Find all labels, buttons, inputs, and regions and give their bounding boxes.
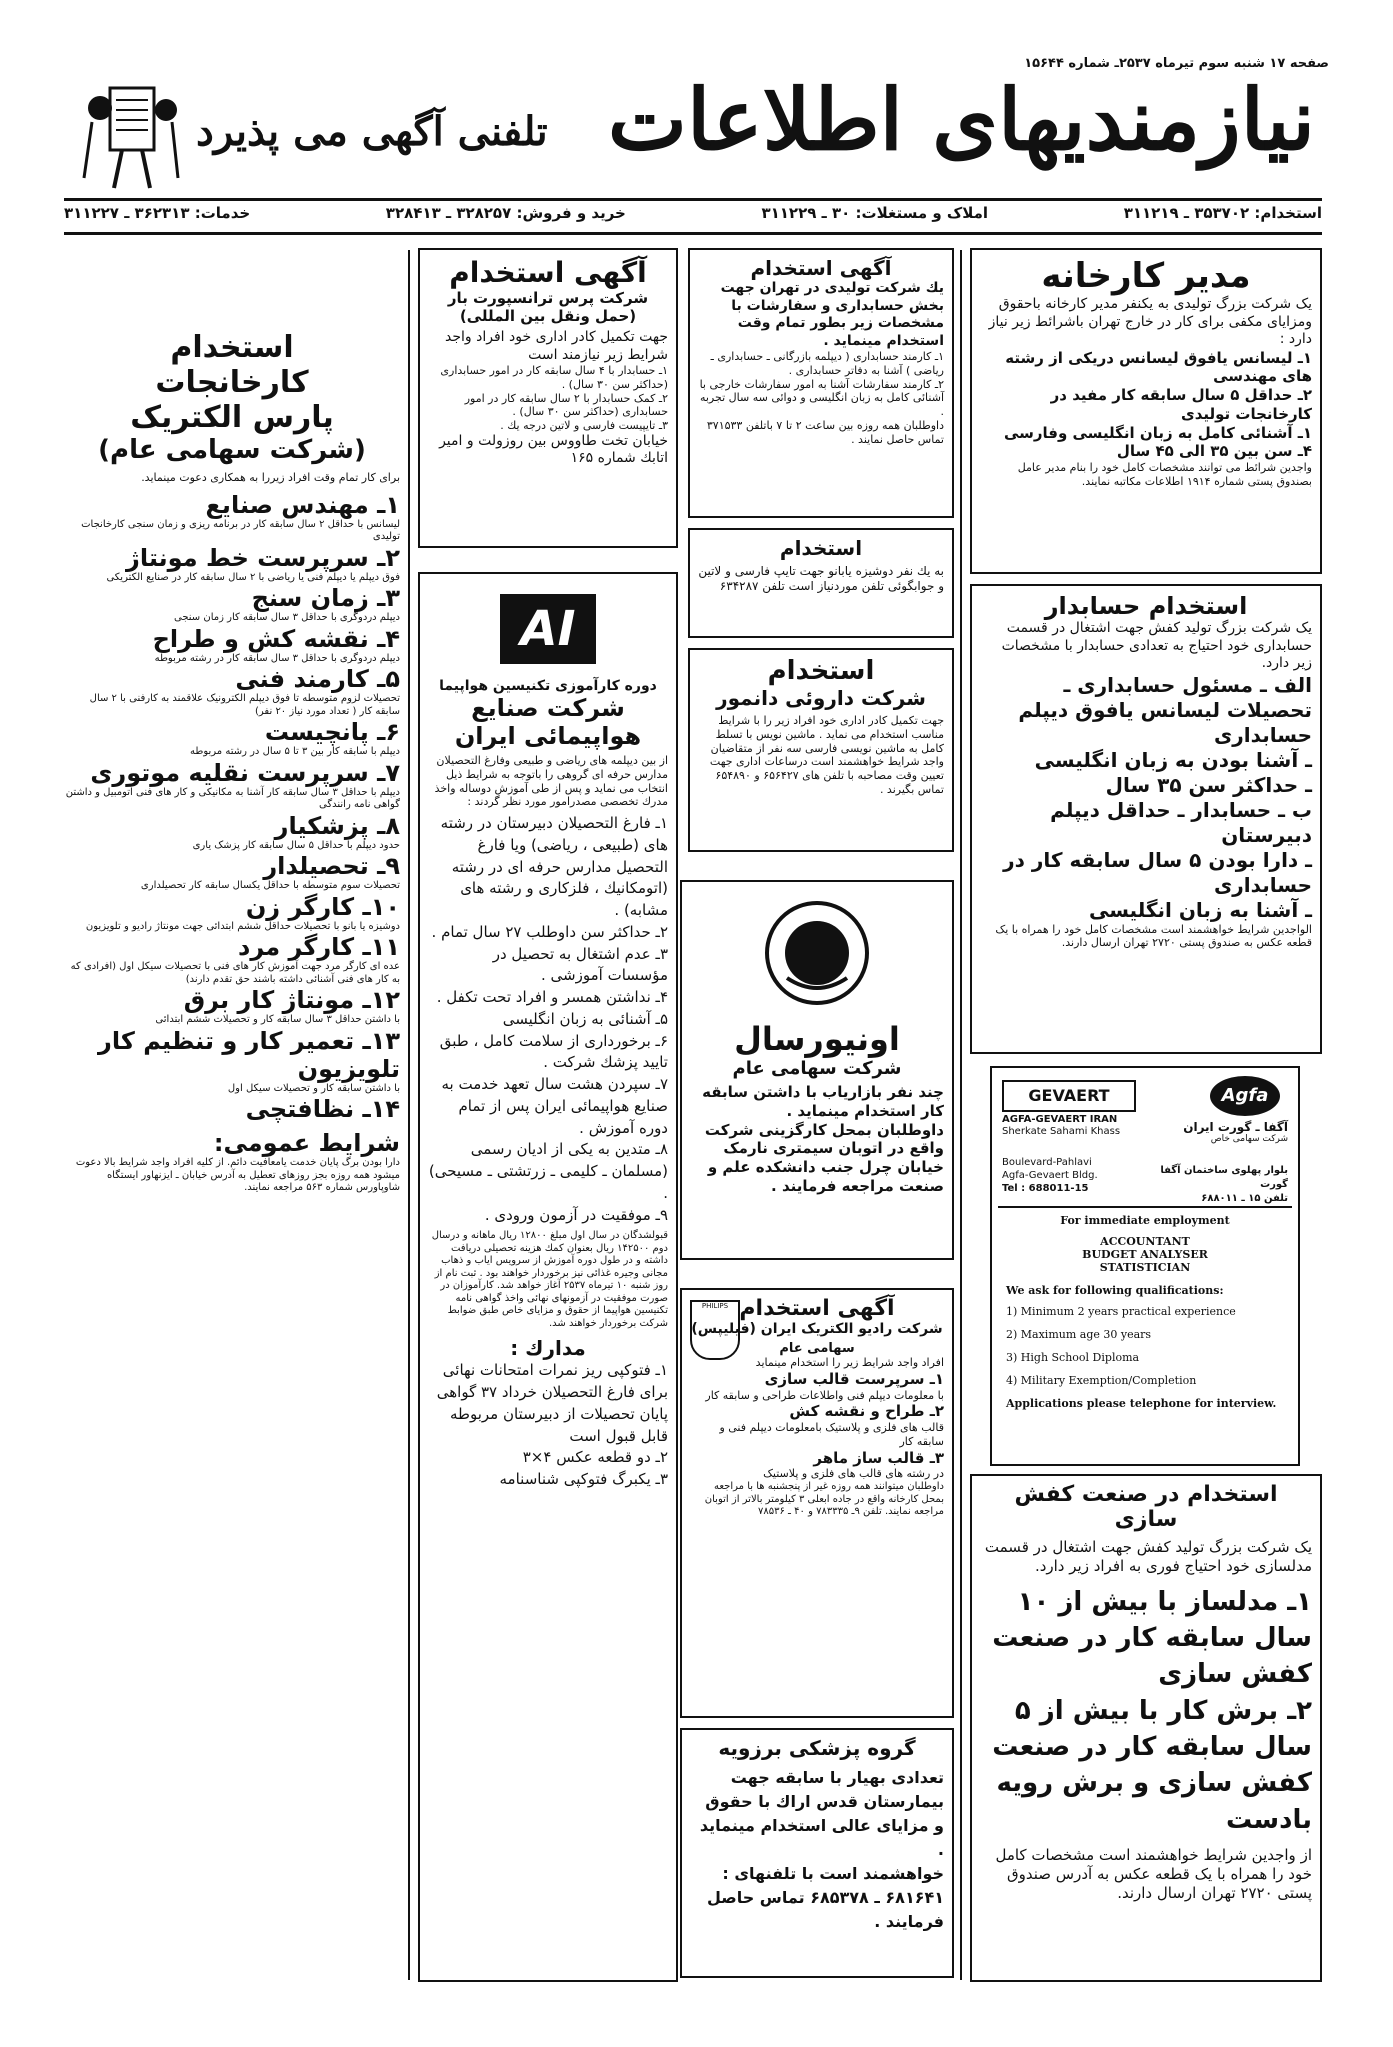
ad-text: ۶ـ برخورداری از سلامت کامل ، طبق تایید پزشك شرکت . <box>439 1031 668 1072</box>
address-fa: بلوار پهلوی ساختمان آگفا گورت <box>1160 1165 1288 1190</box>
immediate-text: For immediate employment <box>1060 1214 1230 1227</box>
univers-logo <box>762 898 872 1008</box>
ad-text: ۳ـ تایپیست فارسی و لاتین درجه یك . <box>500 419 668 432</box>
ad-text: یک شرکت بزرگ تولید کفش جهت اشتغال در قسمت مدلسازی خود احتیاج فوری به افراد زیر دارد. <box>984 1538 1312 1575</box>
ad-text: ـ حداکثر سن ۳۵ سال <box>1105 772 1312 797</box>
ad-text: از واجدین شرایط خواهشمند است مشخصات کامل خود را همراه با یک قطعه عکس به آدرس صندوق پستی ۲۷۲۰ تهران ارسال دارند. <box>995 1846 1312 1902</box>
phone-realestate: املاک و مستغلات: ۳۰ ـ ۳۱۱۲۲۹ <box>761 204 989 222</box>
ad-text: ۲ـ کمک حسابدار با ۲ سال سابقه کار در امور حسابداری (حداکثر سن ۳۰ سال) . <box>464 391 668 419</box>
company-name: شرکت رادیو الکتریک ایران (فیلیپس) <box>691 1321 943 1337</box>
ad-text: ۱ـ سرپرست قالب سازی <box>764 1369 944 1388</box>
ad-text: خیابان تخت طاووس بین روزولت و امیر اتابك شماره ۱۶۵ <box>439 432 668 467</box>
ad-text: واجدین شرائط می توانند مشخصات کامل خود را بنام مدیر عامل بصندوق پستی شماره ۱۹۱۴ اطلاعات مکاتبه نمایند. <box>1017 461 1312 488</box>
company-name: شرکت پرس ترانسپورت بار (حمل ونقل بین المللی) <box>447 289 649 325</box>
ad-text: ۲ـ حداقل ۵ سال سابقه کار مفید در کارخانجات تولیدی <box>1050 386 1312 423</box>
tagline: تلفنی آگهی می پذیرد <box>196 108 548 155</box>
job-item: ۱۰ـ کارگر زن دوشیزه یا بانو با تحصیلات حداقل ششم ابتدائی جهت مونتاژ رادیو و تلویزیون <box>85 892 400 932</box>
ad-aircraft <box>418 572 678 1982</box>
ad-typist <box>688 528 954 638</box>
job-item: ۶ـ پانچیست دیپلم با سابقه کار بین ۳ تا ۵ سال در رشته مربوطه <box>190 718 400 758</box>
ad-pars-electric <box>64 330 400 1980</box>
agfa-logo: Agfa <box>1210 1076 1280 1116</box>
address-en: Boulevard-Pahlavi <box>1002 1157 1092 1168</box>
ad-text: ۵ـ آشنائی به زبان انگلیسی <box>502 1009 668 1028</box>
phone-services: خدمات: ۳۶۲۳۱۳ ـ ۳۱۱۲۲۷ <box>64 204 251 222</box>
company-name: شرکت داروئی دانمور <box>716 686 926 710</box>
gevaert-logo: GEVAERT <box>1002 1080 1136 1112</box>
position-2: BUDGET ANALYSER <box>1082 1248 1208 1261</box>
company-fa-sub: شرکت سهامی خاص <box>1210 1134 1288 1144</box>
ad-text: ۷ـ سپردن هشت سال تعهد خدمت به صنایع هواپیمائی ایران پس از تمام دوره آموزش . <box>441 1075 668 1137</box>
company-name: پارس الکتریک <box>130 400 334 435</box>
ad-text: داوطلبان بمحل کارگزینی شرکت واقع در اتوبان سیمتری نارمک خیابان چرل جنب دانشکده علم و صنعت مراجعه فرمایند . <box>704 1120 944 1195</box>
ad-title: گروه پزشکی برزویه <box>718 1736 916 1760</box>
ad-text: ۱ـ فتوکپی ریز نمرات امتحانات نهائی برای فارغ التحصیلان خرداد ۳۷ گواهی پایان تحصیلات از دبیرستان مربوطه قابل قبول است <box>436 1361 668 1445</box>
ad-text: ۲ـ کارمند سفارشات آشنا به امور سفارشات خارجی با آشنائی کامل به زبان انگلیسی و دوائی سه سال تجربه . <box>699 377 944 418</box>
ad-text: جهت تکمیل کادر اداری خود افراد زیر را با شرایط مناسب استخدام می نماید . ماشین نویس با تسلط کامل به ماشین نویسی فارسی سه نفر از متقاضیان واجد شرایط خواهشمند است درساعات اداری جهت تعیین وقت مصاحبه با تلفن های ۶۵۶۴۲۷ و ۶۵۴۸۹۰ تماس بگیرند . <box>709 714 944 796</box>
company-name: شرکت صنایع هواپیمائی ایران <box>454 694 642 750</box>
tel-fa: تلفن ۱۵ ـ ۶۸۸۰۱۱ <box>1201 1193 1288 1204</box>
ad-text: ۳ـ قالب ساز ماهر <box>813 1448 944 1467</box>
ad-text: ۲ـ حداکثر سن داوطلب ۲۷ سال تمام . <box>431 922 668 941</box>
docs-title: مدارك : <box>510 1336 586 1361</box>
ad-shoe-molding <box>970 1474 1322 1982</box>
job-item: ۳ـ زمان سنج دیپلم دردوگری با حداقل ۳ سال سابقه کار زمان سنجی <box>174 584 400 624</box>
qualifications-heading: We ask for following qualifications: <box>1006 1284 1224 1297</box>
ad-text: ۱ـ آشنائی کامل به زبان انگلیسی وفارسی <box>1003 423 1312 442</box>
position-3: STATISTICIAN <box>1099 1261 1191 1274</box>
ad-text: ۲ـ دو قطعه عکس ۴×۳ <box>522 1448 668 1467</box>
ad-text: ۴ـ سن بین ۳۵ الی ۴۵ سال <box>1116 442 1312 461</box>
ad-text: ـ آشنا بودن به زبان انگلیسی <box>1034 747 1312 772</box>
ad-transport <box>418 248 678 548</box>
ad-factory-manager <box>970 248 1322 574</box>
job-item: ۱۲ـ مونتاژ کار برق با داشتن حداقل ۳ سال سابقه کار و تحصیلات ششم ابتدائی <box>155 986 400 1026</box>
company-en: AGFA-GEVAERT IRAN <box>1002 1114 1118 1125</box>
ad-title: آگهی استخدام <box>750 256 892 280</box>
ad-text: قالب های فلزی و پلاستیک بامعلومات دیپلم فنی و سابقه کار <box>719 1421 944 1448</box>
ad-text: داوطلبان همه روزه بین ساعت ۲ تا ۷ باتلفن ۳۷۱۵۳۳ تماس حاصل نمایند . <box>706 418 944 446</box>
apply-text: Applications please telephone for interview. <box>1006 1397 1277 1410</box>
ad-text: افراد واجد شرایط زیر را استخدام مینماید <box>755 1356 944 1369</box>
ad-text: ۲ـ برش کار با بیش از ۵ سال سابقه کار در صنعت کفش سازی و برش رویه بادست <box>992 1695 1312 1835</box>
phone-employment: استخدام: ۳۵۳۷۰۲ ـ ۳۱۱۲۱۹ <box>1123 204 1322 222</box>
ad-text: جهت تکمیل کادر اداری خود افراد واجد شرایط زیر نیازمند است <box>445 329 668 363</box>
ad-text: یک شرکت بزرگ تولید کفش جهت اشتغال در قسمت حسابداری خود احتیاج به تعدادی حسابدار با مشخصات زیر دارد. <box>1001 620 1312 671</box>
philips-logo: PHILIPS <box>690 1300 740 1360</box>
ad-univers <box>680 880 954 1260</box>
ad-title: اونیورسال <box>734 1020 900 1058</box>
page-info: صفحه ۱۷ شنبه سوم تیرماه ۲۵۳۷ـ شماره ۱۵۶۴۴ <box>1024 56 1329 71</box>
qualification-4: 4) Military Exemption/Completion <box>1006 1374 1197 1387</box>
ad-title: استخدام <box>767 656 875 686</box>
job-item: ۱۱ـ کارگر مرد عده ای کارگر مرد جهت آموزش کار های فنی با تحصیلات سیکل اول (افرادی که به کار های فنی آشنائی داشته باشند حق تقدم دارند) <box>70 933 400 985</box>
ad-text: ۱ـ مدلساز با بیش از ۱۰ سال سابقه کار در صنعت کفش سازی <box>992 1586 1312 1690</box>
ad-text: ۹ـ موفقیت در آزمون ورودی . <box>484 1205 668 1224</box>
job-item: ۸ـ پزشکیار حدود دیپلم با حداقل ۵ سال سابقه کار پزشک یاری <box>192 811 400 851</box>
ad-text: چند نفر بازاریاب با داشتن سابقه کار استخدام مینماید . <box>702 1083 944 1120</box>
ad-title: آگهی استخدام <box>739 1296 895 1321</box>
ad-text: به یك نفر دوشیزه یابانو جهت تایپ فارسی و لاتین و جوابگوئی تلفن موردنیاز است تلفن ۶۳۴۲۸۷ <box>698 564 944 593</box>
general-title: شرایط عمومی: <box>213 1129 400 1158</box>
ad-text: یك شرکت تولیدی در تهران جهت بخش حسابداری و سفارشات با مشخصات زیر بطور تمام وقت استخدام مینماید . <box>720 280 944 349</box>
phone-trade: خرید و فروش: ۳۲۸۲۵۷ ـ ۳۲۸۴۱۳ <box>385 204 626 222</box>
newspaper-mascot <box>70 78 190 196</box>
qualification-3: 3) High School Diploma <box>1006 1351 1140 1364</box>
ad-text: ۴ـ نداشتن همسر و افراد تحت تکفل . <box>436 988 668 1006</box>
company-name: شرکت سهامی عام <box>732 1058 902 1079</box>
qualification-1: 1) Minimum 2 years practical experience <box>1006 1305 1236 1318</box>
ad-title: استخدام حسابدار <box>1044 592 1248 620</box>
ad-text: خواهشمند است با تلفنهای : ۶۸۱۶۴۱ ـ ۶۸۵۳۷۸ تماس حاصل فرمایند . <box>706 1864 944 1931</box>
building-en: Agfa-Gevaert Bldg. <box>1002 1170 1098 1181</box>
ad-text: ۳ـ عدم اشتغال به تحصیل در مؤسسات آموزشی . <box>492 944 668 985</box>
job-item: ۱۴ـ نظافتچی <box>245 1095 400 1124</box>
ad-production-co <box>688 248 954 518</box>
job-item: ۱۳ـ تعمیر کار و تنظیم کار تلویزیون با داشتن سابقه کار و تحصیلات سیکل اول <box>98 1026 400 1094</box>
ad-text: با معلومات دیپلم فنی واطلاعات طراحی و سابقه کار <box>705 1388 944 1402</box>
job-item: ۷ـ سرپرست نقلیه موتوری دیپلم با حداقل ۳ سال سابقه کار آشنا به مکانیکی و کار های فنی اتومبیل و داشتن گواهی نامه رانندگی <box>65 758 400 811</box>
ad-text: الواجدین شرایط خواهشمند است مشخصات کامل خود را همراه با یک قطعه عکس به صندوق پستی ۲۷۲۰ تهران ارسال دارند. <box>995 922 1312 950</box>
company-type: (شرکت سهامی عام) <box>98 435 366 465</box>
phone-bar <box>64 204 1322 230</box>
ad-title: استخدام <box>779 536 863 560</box>
ad-agfa-gevaert <box>990 1066 1300 1466</box>
ad-text: ۸ـ متدین به یکی از ادیان رسمی (مسلمان ـ کلیمی ـ زرتشتی ـ مسیحی) . <box>428 1140 668 1202</box>
tel-en: Tel : 688011-15 <box>1002 1183 1089 1194</box>
ad-text: ۱ـ فارغ التحصیلان دبیرستان در رشته های (طبیعی ، ریاضی) ویا فارغ التحصیل مدارس حرفه ای در رشته (اتومکانیك ، فلزکاری و رشته های مشابه) . <box>440 814 668 919</box>
ad-text: تعدادی بهیار با سابقه جهت بیمارستان قدس اراك با حقوق و مزایای عالی استخدام مینماید . <box>699 1768 944 1859</box>
ad-text: یک شرکت بزرگ تولیدی به یکنفر مدیر کارخانه باحقوق ومزایای مکفی برای کار در خارج تهران باشرائط زیر نیاز دارد : <box>988 296 1312 347</box>
ad-text: داوطلبان میتوانند همه روزه غیر از پنجشنبه ها با مراجعه بمحل کارخانه واقع در جاده ابعلی ۳ کیلومتر بالاتر از اتوبان مراجعه نمایند. تلفن ۹ـ ۷۸۳۳۳۵ و ۴۰ ـ ۷۸۵۳۶ <box>704 1481 944 1517</box>
ad-text: دارا بودن برگ پایان خدمت یامعافیت دائم. از کلیه افراد واجد شرایط بالا دعوت میشود همه روزه بجز روزهای تعطیل به آدرس خیابان ـ ایزنهاور ایستگاه شاوپاورس شماره ۵۶۳ مراجعه نمایند. <box>75 1157 400 1194</box>
ad-text: الف ـ مسئول حسابداری ـ تحصیلات لیسانس یافوق دیپلم حسابداری <box>1018 672 1312 747</box>
ad-title: کارخانجات <box>155 365 309 400</box>
job-item: ۴ـ نقشه کش و طراح دیپلم دردوگری با حداقل ۳ سال سابقه کار در رشته مربوطه <box>152 624 400 664</box>
ad-text: ۲ـ طراح و نقشه کش <box>789 1402 944 1421</box>
ad-medical <box>680 1728 954 1978</box>
job-item: ۹ـ تحصیلدار تحصیلات سوم متوسطه با حداقل یکسال سابقه کار تحصیلداری <box>140 852 400 892</box>
ad-darumor <box>688 648 954 852</box>
masthead: نیازمندیهای اطلاعات <box>607 70 1315 169</box>
job-item: ۲ـ سرپرست خط مونتاژ فوق دیپلم یا دیپلم فنی یا ریاضی با ۲ سال سابقه کار در صنایع الکتریکی <box>106 543 400 583</box>
ad-text: ـ آشنا به زبان انگلیسی <box>1088 897 1312 922</box>
company-fa: آگفا ـ گورت ایران <box>1183 1120 1288 1134</box>
ad-text: در رشته های قالب های فلزی و پلاستیک <box>763 1467 944 1481</box>
ad-philips <box>680 1288 954 1718</box>
ad-text: ب ـ حسابدار ـ حداقل دیپلم دبیرستان <box>1050 797 1312 847</box>
ad-title: استخدام <box>170 330 294 365</box>
ad-title: مدیر کارخانه <box>1041 256 1251 296</box>
ad-text: برای کار تمام وقت افراد زیررا به همکاری دعوت مینماید. <box>141 471 400 484</box>
ad-title: آگهی استخدام <box>449 256 647 289</box>
job-item: ۱ـ مهندس صنایع لیسانس با حداقل ۲ سال سابقه کار در برنامه ریزی و زمان سنجی کارخانجات تولیدی <box>81 490 400 543</box>
ad-text: ـ دارا بودن ۵ سال سابقه کار در حسابداری <box>1003 847 1312 897</box>
company-type: سهامی عام <box>779 1341 855 1356</box>
ad-accountant <box>970 584 1322 1054</box>
company-en-sub: Sherkate Sahami Khass <box>1002 1126 1121 1137</box>
ad-title: استخدام در صنعت کفش سازی <box>1014 1482 1278 1532</box>
job-item: ۵ـ کارمند فنی تحصیلات لزوم متوسطه تا فوق دیپلم الکترونیک علاقمند به کارفنی با ۲ سال سابقه کار ( تعداد مورد نیاز ۲۰ نفر) <box>89 665 400 717</box>
ad-text: از بین دیپلمه های ریاضی و طبیعی وفارغ التحصیلان مدارس حرفه ای گروهی را باتوجه به شرایط ذیل انتخاب می نماید و پس از طی آموزش دوساله واخذ مدرك تخصصی مصدرامور مورد نظر گردند : <box>434 754 668 809</box>
ad-text: ۱ـ کارمند حسابداری ( دیپلمه بازرگانی ـ حسابداری ـ ریاضی ) آشنا به دفاتر حسابداری . <box>710 350 944 377</box>
ad-title: دوره کارآموزی تکنیسین هواپیما <box>439 678 657 694</box>
ad-text: ۳ـ یکبرگ فتوکپی شناسنامه <box>499 1470 668 1488</box>
ad-text: قبولشدگان در سال اول مبلغ ۱۲۸۰۰ ریال ماهانه و درسال دوم ۱۴۲۵۰۰ ریال بعنوان کمك هزینه تحصیلی دریافت داشته و در طول دوره آموزش از سرویس ایاب و ذهاب مجانی وجیره غذائی نیز برخوردار خواهند بود . ثبت نام از روز شنبه ۱۰ تیرماه ۲۵۳۷ آغاز خواهد شد. کارآموزان در صورت موفقیت در آزمونهای نهائی واخذ گواهی نامه تکنیسین هواپیما از حقوق و مزایای خاص طبق ضوابط شرکت برخوردار خواهند شد. <box>431 1230 668 1329</box>
ad-text: ۱ـ حسابدار با ۴ سال سابقه کار در امور حسابداری (حداکثر سن ۳۰ سال) . <box>440 364 668 391</box>
aircraft-logo: AI <box>500 594 596 664</box>
qualification-2: 2) Maximum age 30 years <box>1006 1328 1152 1341</box>
position-1: ACCOUNTANT <box>1100 1235 1190 1248</box>
ad-text: ۱ـ لیسانس یافوق لیسانس دریکی از رشته های مهندسی <box>1005 348 1312 386</box>
